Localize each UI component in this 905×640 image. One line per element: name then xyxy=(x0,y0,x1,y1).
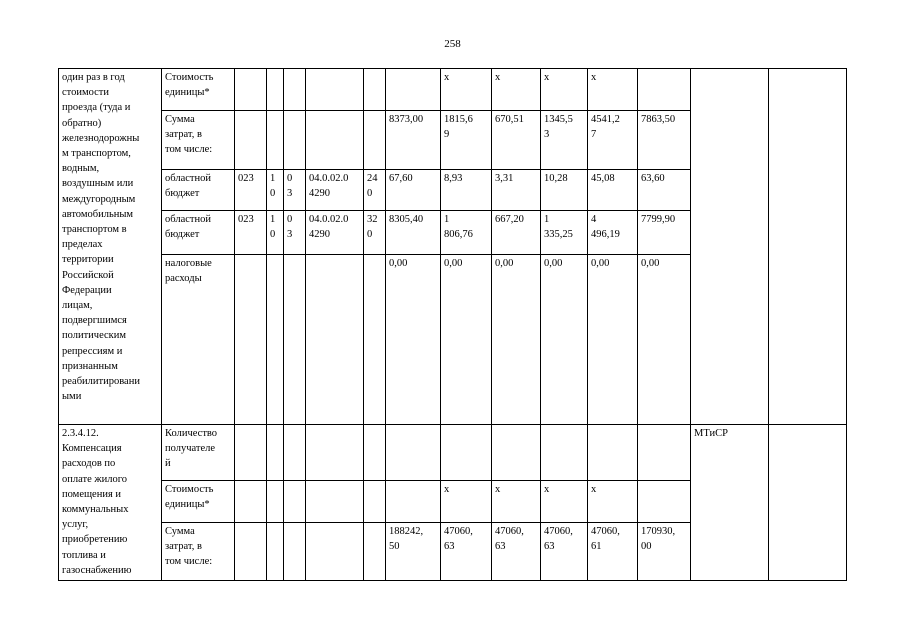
value-cell-c5 xyxy=(364,255,386,425)
value-cell-c1 xyxy=(235,69,267,111)
value-cell-c1 xyxy=(235,255,267,425)
value-cell-c6: 0,00 xyxy=(386,255,441,425)
value-cell-c8 xyxy=(492,425,541,481)
value-cell-c6: 8305,40 xyxy=(386,211,441,255)
value-cell-c4 xyxy=(306,523,364,581)
value-cell-c3 xyxy=(284,111,306,170)
value-cell-c5 xyxy=(364,481,386,523)
value-cell-c11 xyxy=(638,69,691,111)
value-cell-c9: 47060, 63 xyxy=(541,523,588,581)
value-cell-c4 xyxy=(306,481,364,523)
value-cell-c7: 8,93 xyxy=(441,170,492,211)
value-cell-c3 xyxy=(284,425,306,481)
value-cell-c8: 667,20 xyxy=(492,211,541,255)
value-cell-c7 xyxy=(441,425,492,481)
value-cell-c6: 188242, 50 xyxy=(386,523,441,581)
executor-cell xyxy=(691,69,769,425)
value-cell-c11 xyxy=(638,481,691,523)
value-cell-c2 xyxy=(267,481,284,523)
row-label-cell: Количество получателе й xyxy=(162,425,235,481)
value-cell-c11 xyxy=(638,425,691,481)
value-cell-c9: 1345,5 3 xyxy=(541,111,588,170)
value-cell-c1 xyxy=(235,111,267,170)
value-cell-c6: 67,60 xyxy=(386,170,441,211)
page-number: 258 xyxy=(444,38,461,50)
value-cell-c11: 63,60 xyxy=(638,170,691,211)
value-cell-c10: 4541,2 7 xyxy=(588,111,638,170)
value-cell-c3 xyxy=(284,69,306,111)
value-cell-c5: 32 0 xyxy=(364,211,386,255)
value-cell-c10: х xyxy=(588,69,638,111)
value-cell-c9: 0,00 xyxy=(541,255,588,425)
value-cell-c11: 7863,50 xyxy=(638,111,691,170)
value-cell-c3 xyxy=(284,255,306,425)
value-cell-c7: х xyxy=(441,481,492,523)
value-cell-c4 xyxy=(306,425,364,481)
value-cell-c2: 1 0 xyxy=(267,211,284,255)
value-cell-c5 xyxy=(364,69,386,111)
value-cell-c5 xyxy=(364,523,386,581)
value-cell-c4 xyxy=(306,255,364,425)
extra-cell xyxy=(769,69,847,425)
value-cell-c5: 24 0 xyxy=(364,170,386,211)
value-cell-c11: 170930, 00 xyxy=(638,523,691,581)
value-cell-c5 xyxy=(364,111,386,170)
row-label-cell: областной бюджет xyxy=(162,170,235,211)
value-cell-c8: 670,51 xyxy=(492,111,541,170)
value-cell-c7: х xyxy=(441,69,492,111)
row-label-cell: Сумма затрат, в том числе: xyxy=(162,523,235,581)
value-cell-c9: 1 335,25 xyxy=(541,211,588,255)
row-label-cell: налоговые расходы xyxy=(162,255,235,425)
value-cell-c10: 47060, 61 xyxy=(588,523,638,581)
value-cell-c6 xyxy=(386,481,441,523)
value-cell-c2 xyxy=(267,111,284,170)
executor-cell xyxy=(691,425,769,581)
value-cell-c9: 10,28 xyxy=(541,170,588,211)
value-cell-c8: 0,00 xyxy=(492,255,541,425)
value-cell-c9 xyxy=(541,425,588,481)
value-cell-c4: 04.0.02.0 4290 xyxy=(306,170,364,211)
value-cell-c11: 7799,90 xyxy=(638,211,691,255)
row-label-cell: Стоимость единицы* xyxy=(162,69,235,111)
row-label-cell: Стоимость единицы* xyxy=(162,481,235,523)
table-row xyxy=(59,425,847,481)
value-cell-c9: х xyxy=(541,481,588,523)
value-cell-c10 xyxy=(588,425,638,481)
row-label-cell: Сумма затрат, в том числе: xyxy=(162,111,235,170)
value-cell-c10: 45,08 xyxy=(588,170,638,211)
table-row xyxy=(59,69,847,111)
value-cell-c2: 1 0 xyxy=(267,170,284,211)
value-cell-c2 xyxy=(267,255,284,425)
value-cell-c10: х xyxy=(588,481,638,523)
value-cell-c11: 0,00 xyxy=(638,255,691,425)
value-cell-c6: 8373,00 xyxy=(386,111,441,170)
value-cell-c10: 4 496,19 xyxy=(588,211,638,255)
block2-name-cell: 2.3.4.12. Компенсация расходов по оплате жилого помещения и коммунальных услуг, приобретению топлива и газоснабжению xyxy=(59,425,162,581)
value-cell-c7: 47060, 63 xyxy=(441,523,492,581)
value-cell-c8: х xyxy=(492,481,541,523)
value-cell-c5 xyxy=(364,425,386,481)
value-cell-c4 xyxy=(306,69,364,111)
value-cell-c1: 023 xyxy=(235,211,267,255)
value-cell-c7: 0,00 xyxy=(441,255,492,425)
extra-cell xyxy=(769,425,847,581)
value-cell-c9: х xyxy=(541,69,588,111)
value-cell-c2 xyxy=(267,425,284,481)
value-cell-c6 xyxy=(386,425,441,481)
value-cell-c7: 1815,6 9 xyxy=(441,111,492,170)
value-cell-c3: 0 3 xyxy=(284,170,306,211)
value-cell-c10: 0,00 xyxy=(588,255,638,425)
block1-name-cell: один раз в год стоимости проезда (туда и обратно) железнодорожны м транспортом, водным, воздушным или междугородным автомобильным транспортом в пределах территории Российской Федерации лицам, подвергшимся политическим репрессиям и признанным реабилитировани ыми xyxy=(59,69,162,425)
value-cell-c3: 0 3 xyxy=(284,211,306,255)
executor-label: МТиСР xyxy=(694,428,728,439)
value-cell-c8: 3,31 xyxy=(492,170,541,211)
value-cell-c1: 023 xyxy=(235,170,267,211)
value-cell-c2 xyxy=(267,69,284,111)
budget-table xyxy=(58,68,847,581)
value-cell-c6 xyxy=(386,69,441,111)
value-cell-c8: 47060, 63 xyxy=(492,523,541,581)
value-cell-c2 xyxy=(267,523,284,581)
value-cell-c3 xyxy=(284,523,306,581)
value-cell-c1 xyxy=(235,425,267,481)
value-cell-c7: 1 806,76 xyxy=(441,211,492,255)
value-cell-c1 xyxy=(235,481,267,523)
value-cell-c4: 04.0.02.0 4290 xyxy=(306,211,364,255)
value-cell-c4 xyxy=(306,111,364,170)
value-cell-c8: х xyxy=(492,69,541,111)
value-cell-c3 xyxy=(284,481,306,523)
value-cell-c1 xyxy=(235,523,267,581)
row-label-cell: областной бюджет xyxy=(162,211,235,255)
